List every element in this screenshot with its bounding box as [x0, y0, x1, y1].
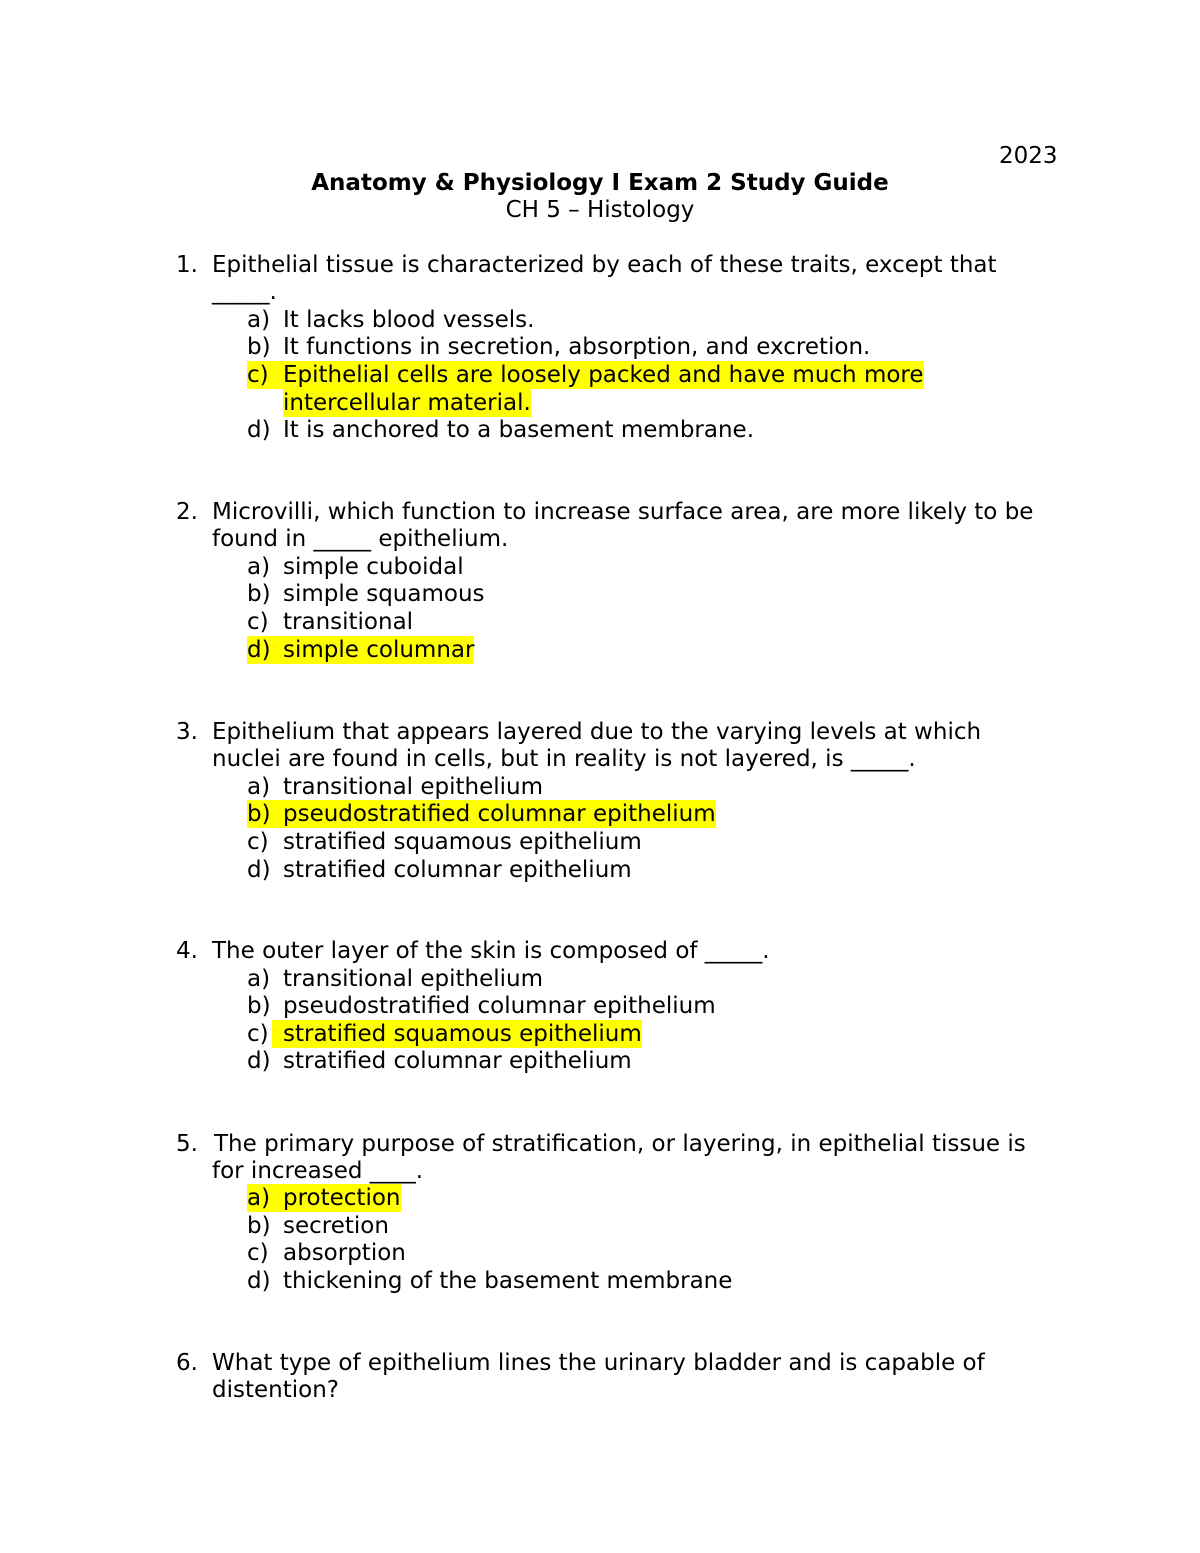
question-number: 2.	[176, 499, 198, 525]
option-letter: b)	[247, 800, 283, 828]
option-text: stratified squamous epithelium	[283, 829, 642, 855]
option-text: Epithelial cells are loosely packed and have much more	[283, 362, 924, 388]
document-year: 2023	[999, 143, 1058, 169]
question-text: _____.	[212, 279, 277, 305]
question-text: Epithelium that appears layered due to the varying levels at which	[212, 719, 982, 745]
option-letter: c)	[247, 609, 269, 635]
document-subtitle: CH 5 – Histology	[505, 197, 695, 223]
question-text: Epithelial tissue is characterized by each of these traits, except that	[212, 252, 997, 278]
question-text: The outer layer of the skin is composed of _____.	[212, 938, 770, 964]
option-letter: d)	[247, 636, 283, 664]
option-text: intercellular material.	[283, 390, 531, 416]
question-text: Microvilli, which function to increase surface area, are more likely to be	[212, 499, 1034, 525]
option-letter: b)	[247, 1213, 271, 1239]
option-text: absorption	[283, 1240, 406, 1266]
option-letter: a)	[247, 1184, 283, 1212]
question-text: nuclei are found in cells, but in reality is not layered, is _____.	[212, 746, 916, 772]
option-text: pseudostratified columnar epithelium	[283, 993, 716, 1019]
option-letter: d)	[247, 857, 271, 883]
option-letter: a)	[247, 966, 271, 992]
option-letter: b)	[247, 993, 271, 1019]
option-letter: b)	[247, 581, 271, 607]
option-letter: c)	[247, 1021, 269, 1047]
option-text: thickening of the basement membrane	[283, 1268, 733, 1294]
document-title: Anatomy & Physiology I Exam 2 Study Guide	[311, 170, 889, 196]
question-number: 4.	[176, 938, 198, 964]
option-text: It lacks blood vessels.	[283, 307, 535, 333]
option-letter: a)	[247, 307, 271, 333]
option-text: pseudostratified columnar epithelium	[283, 801, 716, 827]
option-letter: a)	[247, 554, 271, 580]
option-letter: c)	[247, 1240, 269, 1266]
question-number: 1.	[176, 252, 198, 278]
option-text: transitional epithelium	[283, 774, 544, 800]
option-text: secretion	[283, 1213, 389, 1239]
option-text: simple cuboidal	[283, 554, 464, 580]
question-text: distention?	[212, 1377, 339, 1403]
option-text: It is anchored to a basement membrane.	[283, 417, 755, 443]
option-letter: b)	[247, 334, 271, 360]
option-text: stratified columnar epithelium	[283, 1048, 632, 1074]
option-text: stratified columnar epithelium	[283, 857, 632, 883]
option-text: simple squamous	[283, 581, 485, 607]
question-number: 6.	[176, 1350, 198, 1376]
option-letter: d)	[247, 1268, 271, 1294]
option-text: simple columnar	[283, 637, 475, 663]
option-letter: d)	[247, 1048, 271, 1074]
option-letter: c)	[247, 829, 269, 855]
question-text: found in _____ epithelium.	[212, 526, 509, 552]
question-number: 3.	[176, 719, 198, 745]
question-text: What type of epithelium lines the urinary bladder and is capable of	[212, 1350, 985, 1376]
option-text: protection	[283, 1185, 401, 1211]
question-number: 5.	[176, 1131, 198, 1157]
option-text: stratified squamous epithelium	[272, 1020, 642, 1048]
option-letter: a)	[247, 774, 271, 800]
option-text: transitional	[283, 609, 414, 635]
option-text: It functions in secretion, absorption, and excretion.	[283, 334, 871, 360]
option-letter: d)	[247, 417, 271, 443]
question-text: The primary purpose of stratification, or layering, in epithelial tissue is	[214, 1131, 1026, 1157]
option-letter: c)	[247, 361, 283, 389]
option-text: transitional epithelium	[283, 966, 544, 992]
question-text: for increased ____.	[212, 1158, 424, 1184]
